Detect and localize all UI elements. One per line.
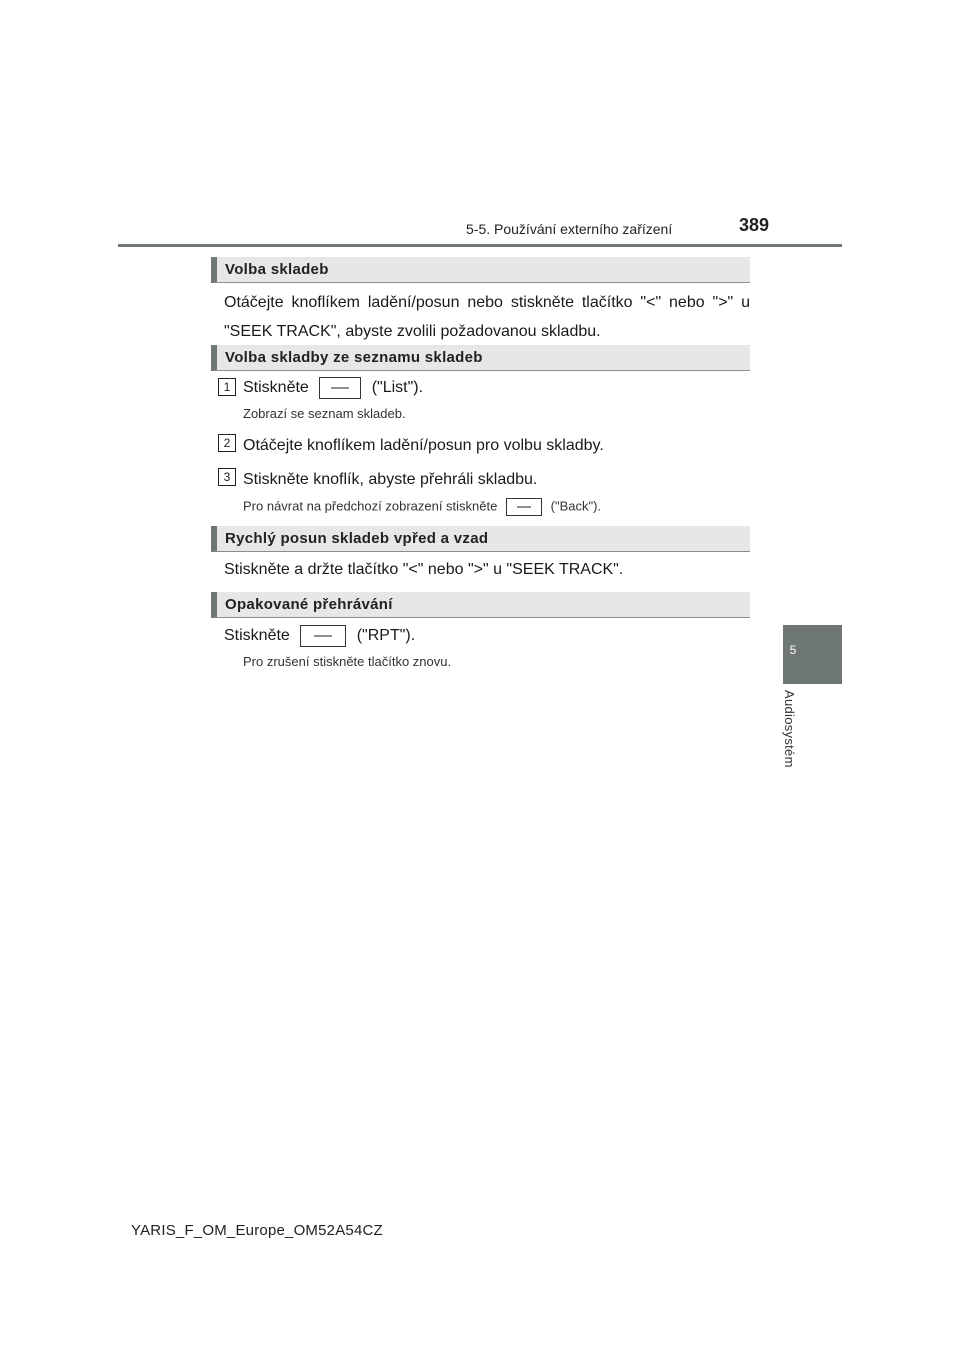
step-3-note-before: Pro návrat na předchozí zobrazení stiskněte bbox=[243, 498, 498, 514]
section-title: Rychlý posun skladeb vpřed a vzad bbox=[225, 530, 489, 547]
opakovane-text-after: ("RPT"). bbox=[356, 627, 416, 644]
section-title: Volba skladby ze seznamu skladeb bbox=[225, 349, 483, 366]
paragraph-opakovane bbox=[224, 621, 415, 650]
paragraph-volba-skladeb: Otáčejte knoflíkem ladění/posun nebo stiskněte tlačítko "<" nebo ">" u "SEEK TRACK", abyste zvolili požadovanou skladbu. bbox=[224, 294, 750, 340]
section-heading-volba-skladeb bbox=[211, 257, 750, 283]
list-button-icon bbox=[319, 377, 361, 399]
back-button-icon bbox=[506, 498, 542, 516]
step-number-2: 2 bbox=[218, 434, 236, 452]
header-rule bbox=[118, 244, 842, 247]
step-3-text: Stiskněte knoflík, abyste přehráli skladbu. bbox=[243, 471, 538, 488]
step-1-note: Zobrazí se seznam skladeb. bbox=[243, 406, 406, 421]
step-3-note-after: ("Back"). bbox=[550, 498, 602, 514]
step-3-note bbox=[243, 498, 601, 516]
section-heading-opakovane bbox=[211, 592, 750, 618]
step-2-text: Otáčejte knoflíkem ladění/posun pro volbu skladby. bbox=[243, 437, 604, 454]
step-1-text-after: ("List"). bbox=[371, 379, 424, 396]
rpt-button-icon bbox=[300, 625, 346, 647]
opakovane-note: Pro zrušení stiskněte tlačítko znovu. bbox=[243, 654, 452, 669]
step-number-3: 3 bbox=[218, 468, 236, 486]
paragraph-rychly-posun: Stiskněte a držte tlačítko "<" nebo ">" u "SEEK TRACK". bbox=[224, 561, 624, 578]
step-1-text bbox=[243, 373, 423, 402]
page-number: 389 bbox=[739, 215, 770, 235]
document-code: YARIS_F_OM_Europe_OM52A54CZ bbox=[131, 1222, 383, 1239]
section-title: Opakované přehrávání bbox=[225, 596, 393, 613]
chapter-number: 5 bbox=[789, 643, 797, 657]
opakovane-text-before: Stiskněte bbox=[224, 627, 290, 644]
section-heading-ze-seznamu bbox=[211, 345, 750, 371]
step-number-1: 1 bbox=[218, 378, 236, 396]
chapter-label: Audiosystém bbox=[782, 690, 797, 768]
running-header-section: 5-5. Používání externího zařízení bbox=[466, 221, 673, 237]
section-heading-rychly-posun bbox=[211, 526, 750, 552]
section-title: Volba skladeb bbox=[225, 261, 329, 278]
step-1-text-before: Stiskněte bbox=[243, 379, 309, 396]
